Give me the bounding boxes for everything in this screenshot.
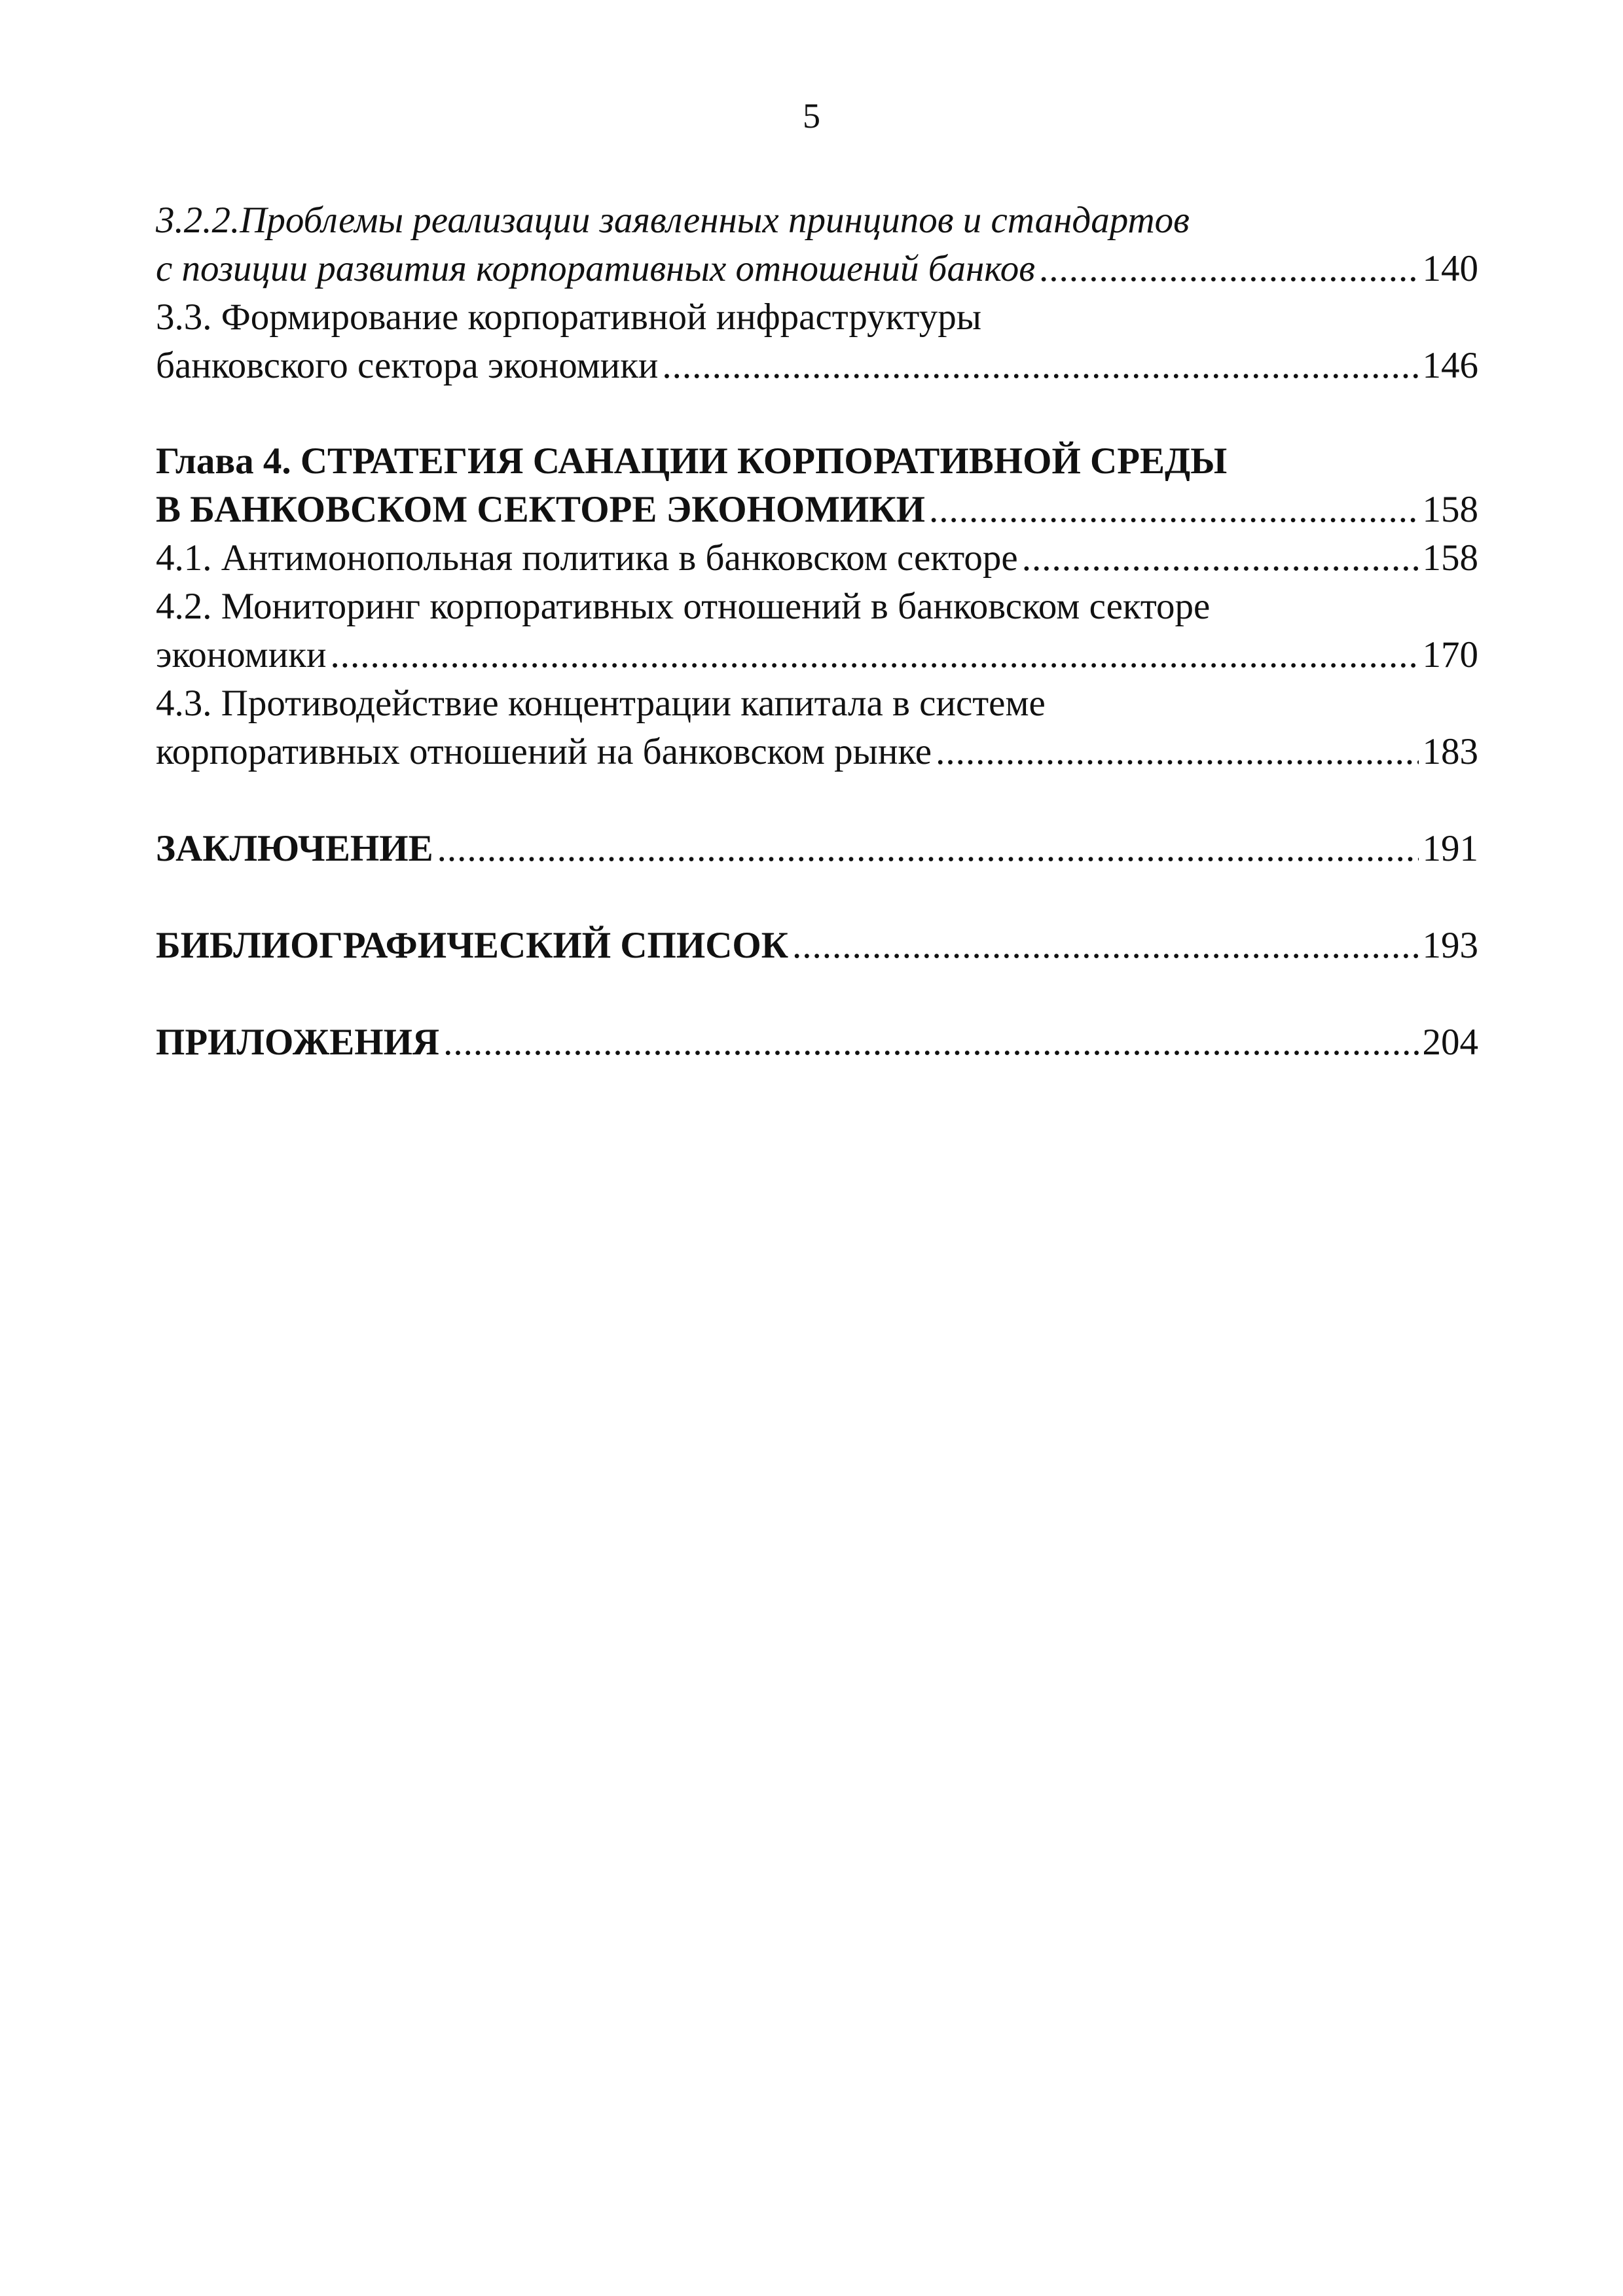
toc-appendices-page: 204 <box>1422 1022 1478 1063</box>
toc-entry-3-3-page: 146 <box>1422 345 1478 386</box>
toc-entry-4-2[interactable] <box>156 583 1478 679</box>
toc-entry-4-1[interactable] <box>156 534 1478 583</box>
toc-conclusion[interactable] <box>156 825 1478 873</box>
dot-leader <box>929 486 1418 534</box>
dot-leader <box>1022 534 1419 583</box>
toc-entry-3-2-2-page: 140 <box>1422 248 1478 289</box>
toc-chapter-4[interactable] <box>156 437 1478 534</box>
table-of-contents <box>156 196 1478 1067</box>
toc-conclusion-title: ЗАКЛЮЧЕНИЕ <box>156 828 433 869</box>
toc-entry-3-2-2[interactable] <box>156 196 1478 293</box>
toc-conclusion-page: 191 <box>1422 828 1478 869</box>
toc-entry-4-3-title-line2: корпоративных отношений на банковском рынке <box>156 731 932 772</box>
dot-leader <box>662 342 1418 390</box>
dot-leader <box>437 825 1419 873</box>
page-number: 5 <box>803 96 820 135</box>
toc-entry-3-2-2-title-line1: 3.2.2.Проблемы реализации заявленных принципов и стандартов <box>156 200 1190 241</box>
toc-entry-4-3[interactable] <box>156 679 1478 776</box>
dot-leader <box>330 631 1418 679</box>
dot-leader <box>443 1018 1418 1067</box>
toc-bibliography-page: 193 <box>1422 925 1478 966</box>
toc-entry-4-2-page: 170 <box>1422 634 1478 675</box>
dot-leader <box>792 922 1418 970</box>
toc-chapter-4-page: 158 <box>1422 489 1478 530</box>
toc-entry-4-2-title-line2: экономики <box>156 634 327 675</box>
toc-entry-3-3-title-line1: 3.3. Формирование корпоративной инфраструктуры <box>156 296 982 338</box>
toc-entry-4-3-page: 183 <box>1422 731 1478 772</box>
toc-chapter-4-title-line1: Глава 4. СТРАТЕГИЯ САНАЦИИ КОРПОРАТИВНОЙ СРЕДЫ <box>156 440 1228 482</box>
toc-entry-3-3-title-line2: банковского сектора экономики <box>156 345 659 386</box>
toc-appendices[interactable] <box>156 1018 1478 1067</box>
toc-entry-4-1-page: 158 <box>1422 537 1478 579</box>
toc-appendices-title: ПРИЛОЖЕНИЯ <box>156 1022 440 1063</box>
toc-entry-3-3[interactable] <box>156 293 1478 390</box>
toc-entry-4-1-title: 4.1. Антимонопольная политика в банковском секторе <box>156 537 1018 579</box>
toc-chapter-4-title-line2: В БАНКОВСКОМ СЕКТОРЕ ЭКОНОМИКИ <box>156 489 926 530</box>
dot-leader <box>1039 245 1419 293</box>
toc-entry-3-2-2-title-line2: с позиции развития корпоративных отношений банков <box>156 248 1035 289</box>
toc-entry-4-2-title-line1: 4.2. Мониторинг корпоративных отношений в банковском секторе <box>156 586 1211 627</box>
toc-bibliography-title: БИБЛИОГРАФИЧЕСКИЙ СПИСОК <box>156 925 789 966</box>
toc-entry-4-3-title-line1: 4.3. Противодействие концентрации капитала в системе <box>156 683 1046 724</box>
dot-leader <box>936 728 1418 776</box>
toc-bibliography[interactable] <box>156 922 1478 970</box>
